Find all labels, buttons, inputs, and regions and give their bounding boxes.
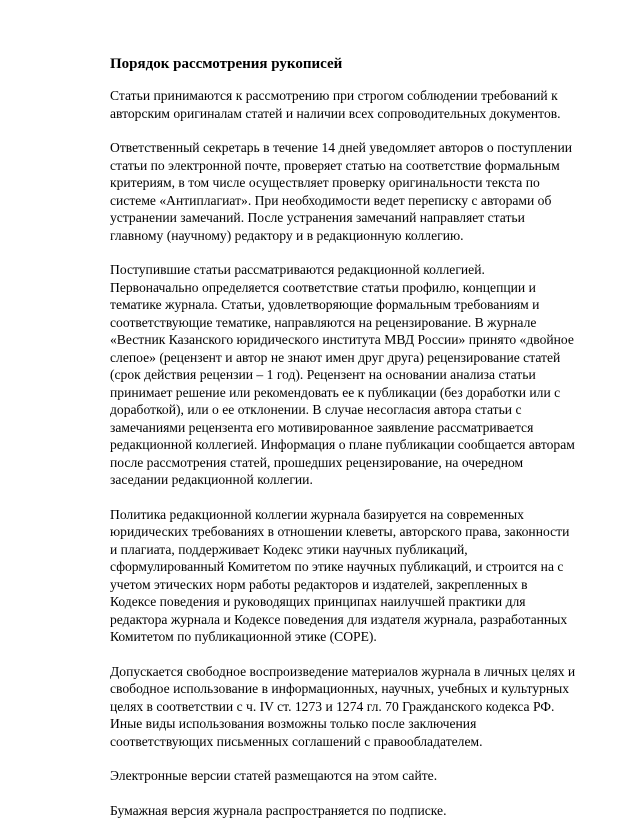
paragraph-electronic-versions [110, 767, 594, 785]
paragraph-reproduction [110, 663, 594, 751]
paragraph-line: и плагиата, поддерживает Кодекс этики научных публикаций, [110, 541, 468, 557]
paragraph-line: учетом этических норм работы редакторов и издателей, закрепленных в [110, 576, 528, 592]
paragraph-submission [110, 87, 594, 122]
paragraph-line: Первоначально определяется соответствие статьи профилю, концепции и [110, 279, 536, 295]
paragraph-line: сформулированный Комитетом по этике научных публикаций, и строится на с [110, 559, 564, 574]
paragraph-line: редактора журнала и Кодексе поведения для издателя журнала, разработанных [110, 611, 568, 627]
paragraph-line: Бумажная версия журнала распространяется по подписке. [110, 802, 447, 818]
paragraph-line: Политика редакционной коллегии журнала базируется на современных [110, 506, 524, 522]
paragraph-line: Статьи принимаются к рассмотрению при строгом соблюдении требований к [110, 88, 558, 103]
paragraph-review [110, 261, 594, 489]
paragraph-line: принимает решение или рекомендовать ее к публикации (без доработки или с [110, 384, 561, 400]
paragraph-line: после рассмотрения статей, прошедших рецензирование, на очередном [110, 454, 524, 470]
paragraph-line: Иные виды использования возможны только после заключения [110, 716, 477, 731]
paragraph-line: авторским оригиналам статей и наличии всех сопроводительных документов. [110, 105, 561, 121]
paragraph-line: замечаниями рецензента его мотивированное заявление рассматривается [110, 419, 534, 435]
paragraph-print-version [110, 802, 594, 820]
paragraph-line: юридических требованиях в отношении клеветы, авторского права, законности [110, 524, 570, 539]
paragraph-line: статьи по электронной почте, проверяет статью на соответствие формальным [110, 157, 560, 173]
paragraph-line: устранении замечаний. После устранения замечаний направляет статьи [110, 210, 525, 225]
paragraph-line: слепое» (рецензент и автор не знают имен друг друга) рецензирование статей [110, 349, 561, 365]
paragraph-line: доработкой), или о ее отклонении. В случае несогласия автора статьи с [110, 402, 522, 417]
paragraph-line: Допускается свободное воспроизведение материалов журнала в личных целях и [110, 663, 576, 679]
paragraph-line: свободное использование в информационных, научных, учебных и культурных [110, 681, 570, 696]
paragraph-line: Кодексе поведения и руководящих принципах наилучшей практики для [110, 594, 526, 609]
paragraph-line: тематике журнала. Статьи, удовлетворяющие формальным требованиям и [110, 297, 540, 312]
paragraph-ethics-policy [110, 506, 594, 646]
paragraph-line: целях в соответствии с ч. IV ст. 1273 и 1274 гл. 70 Гражданского кодекса РФ. [110, 698, 555, 714]
paragraph-secretary [110, 139, 594, 244]
paragraph-line: «Вестник Казанского юридического института МВД России» принято «двойное [110, 332, 574, 347]
paragraph-line: Ответственный секретарь в течение 14 дней уведомляет авторов о поступлении [110, 140, 572, 155]
paragraph-line: Электронные версии статей размещаются на этом сайте. [110, 768, 438, 783]
paragraph-line: Поступившие статьи рассматриваются редакционной коллегией. [110, 262, 485, 277]
paragraph-line: соответствующих письменных соглашений с правообладателем. [110, 733, 483, 749]
paragraph-line: заседании редакционной коллегии. [110, 472, 313, 487]
page-title: Порядок рассмотрения рукописей [110, 56, 343, 72]
paragraph-line: редакционной коллегией. Информация о плане публикации сообщается авторам [110, 437, 575, 452]
paragraph-line: (срок действия рецензии – 1 год). Рецензент на основании анализа статьи [110, 367, 536, 382]
paragraph-line: системе «Антиплагиат». При необходимости ведет переписку с авторами об [110, 192, 552, 208]
paragraph-line: главному (научному) редактору и в редакционную коллегию. [110, 227, 464, 243]
paragraph-line: Комитетом по публикационной этике (COPE). [110, 629, 377, 644]
paragraph-line: критериям, в том числе осуществляет проверку оригинальности текста по [110, 175, 540, 190]
paragraph-line: соответствующие тематике, направляются на рецензирование. В журнале [110, 314, 537, 330]
